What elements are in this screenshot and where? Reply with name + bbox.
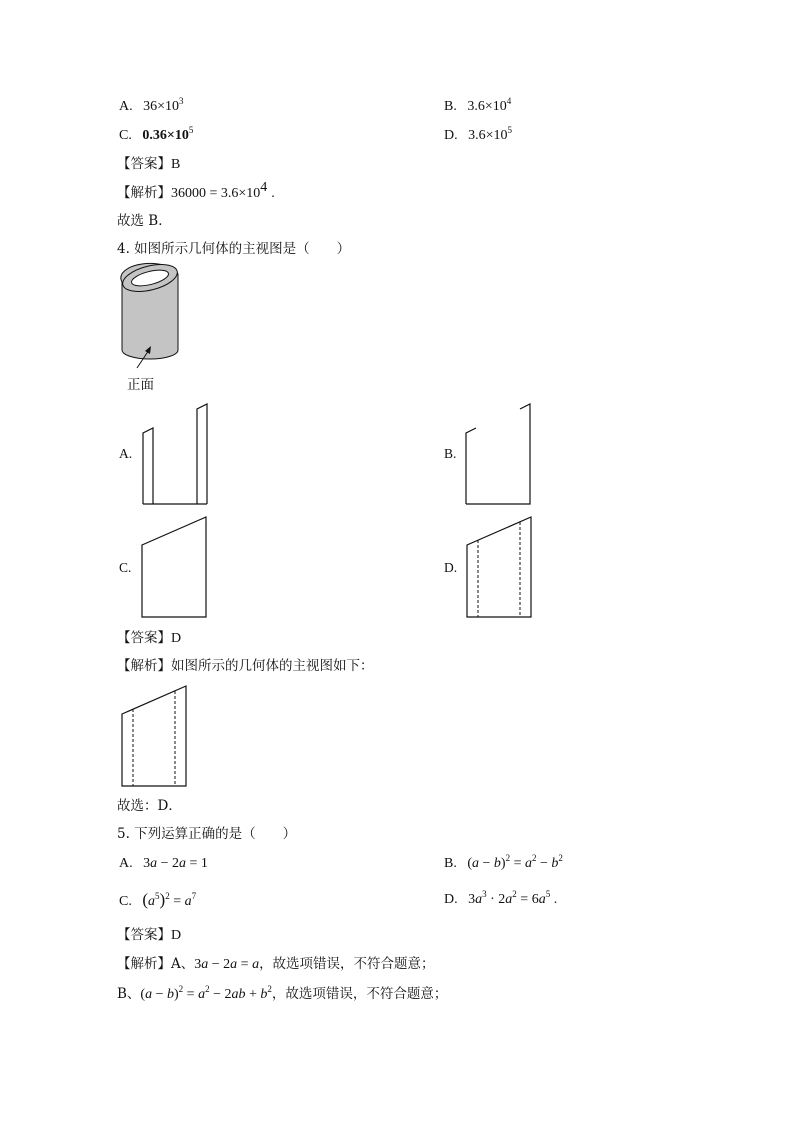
q4-option-c-label: C.	[119, 560, 132, 575]
q4-option-c-figure	[141, 515, 211, 621]
q5-analysis-b: B、$(a - b)^2 = a^2 - 2ab + b^2$，故选项错误，不符合题意；	[117, 984, 448, 1002]
q5-analysis-a: 【解析】A、3a − 2a = a，故选项错误，不符合题意；	[117, 956, 435, 972]
q5-answer: 【答案】D	[117, 927, 182, 943]
q5-option-c: C. $(a^5)^2 = a^7$	[119, 890, 197, 909]
cylinder-figure	[115, 262, 195, 370]
q3-answer: 【答案】B	[117, 156, 181, 172]
q4-solution-figure	[121, 684, 191, 790]
q4-option-d-figure	[466, 515, 536, 621]
q3-option-a: A. $36\times 10^3$	[119, 96, 184, 114]
q5-option-d: D. $3a^3 \cdot 2a^2 = 6a^5$ .	[444, 889, 558, 907]
q4-option-a-figure	[142, 402, 212, 508]
q5-option-a: A. 3a − 2a = 1	[119, 856, 208, 871]
q3-analysis: 【解析】$36000 = 3.6\times 10^4$ .	[117, 180, 275, 201]
q4-option-b-figure	[465, 402, 535, 508]
q4-conclusion: 故选：D．	[117, 798, 182, 814]
q3-option-b: B. $3.6\times 10^4$	[444, 96, 512, 114]
q5-option-b: B. $(a - b)^2 = a^2 - b^2$	[444, 853, 563, 871]
q4-option-a-label: A.	[119, 446, 133, 461]
q4-answer: 【答案】D	[117, 630, 182, 646]
q3-option-c: C. $0.36\times 10^5$	[119, 125, 194, 143]
q3-conclusion: 故选 B．	[117, 213, 172, 229]
q4-option-d-label: D.	[444, 560, 458, 575]
q3-option-d: D. $3.6\times 10^5$	[444, 125, 513, 143]
q5-question: 5. 下列运算正确的是（ ）	[117, 826, 297, 842]
front-label: 正面	[127, 377, 154, 393]
q4-question: 4. 如图所示几何体的主视图是（ ）	[117, 241, 351, 257]
q4-analysis: 【解析】如图所示的几何体的主视图如下：	[117, 658, 374, 674]
q4-option-b-label: B.	[444, 446, 457, 461]
